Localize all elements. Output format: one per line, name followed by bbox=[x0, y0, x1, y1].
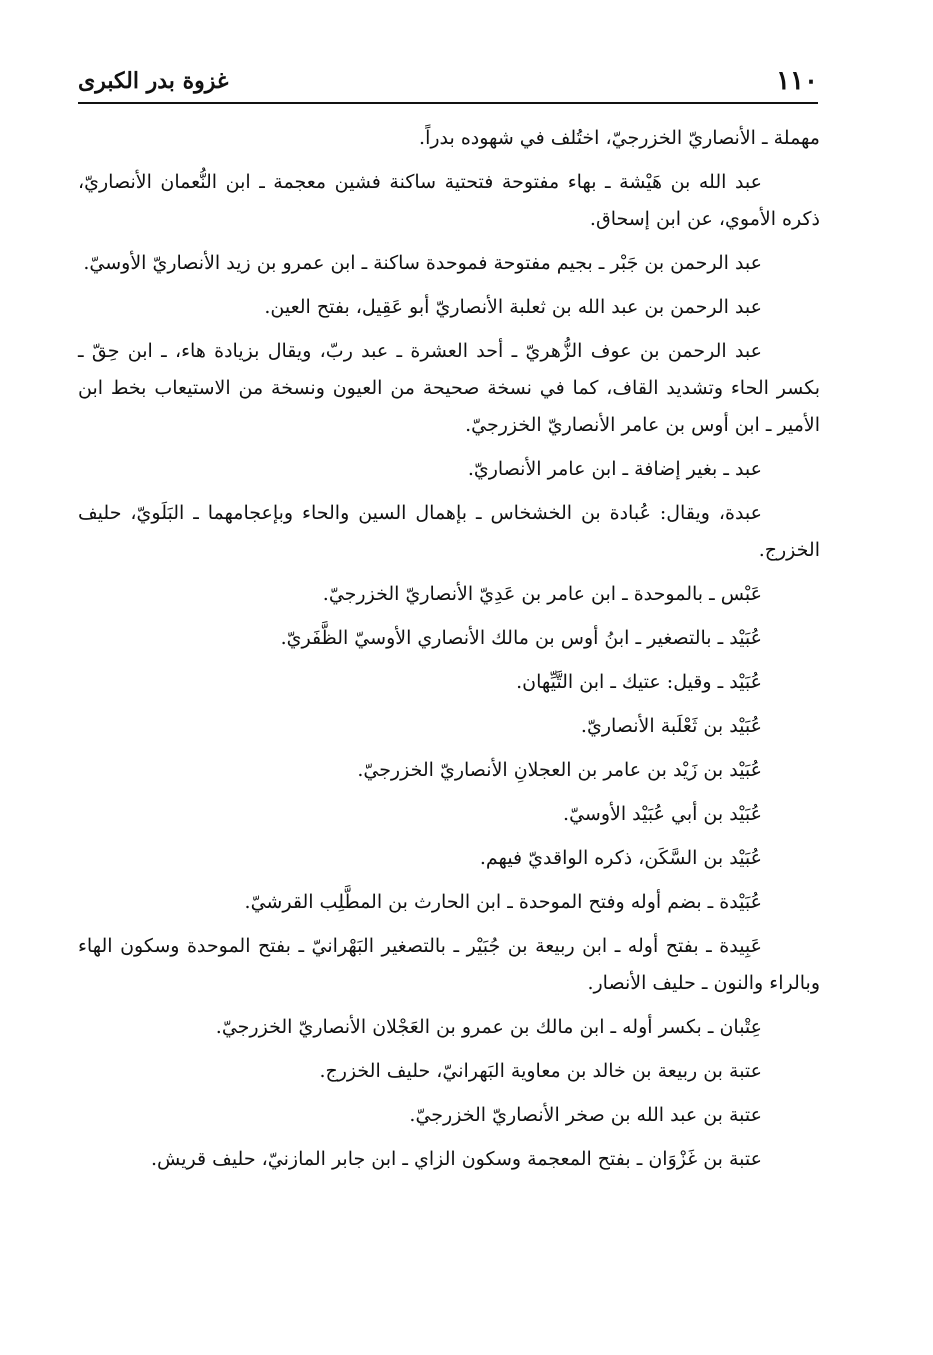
page-number: ١١٠ bbox=[776, 66, 818, 96]
entry-paragraph: عتبة بن عبد الله بن صخر الأنصاريّ الخزرجيّ. bbox=[409, 1104, 762, 1126]
header-rule bbox=[78, 102, 818, 104]
entry-paragraph: عبدة، ويقال: عُبادة بن الخشخاس ـ بإهمال السين والحاء وبإعجامهما ـ البَلَويّ، حليف الخزرج. bbox=[78, 502, 820, 561]
running-title: غزوة بدر الكبرى bbox=[78, 68, 229, 94]
entry-paragraph: عُبَيْد بن السَّكَن، ذكره الواقديّ فيهم. bbox=[479, 847, 762, 869]
entry-paragraph: عبد الرحمن بن عبد الله بن ثعلبة الأنصاريّ أبو عَقِيل، بفتح العين. bbox=[264, 296, 762, 318]
entry-paragraph: عبد الله بن هَيْشة ـ بهاء مفتوحة فتحتية ساكنة فشين معجمة ـ ابن النُّعمان الأنصاريّ، ذكره الأموي، عن ابن إسحاق. bbox=[78, 171, 820, 230]
entry-paragraph: عبد ـ بغير إضافة ـ ابن عامر الأنصاريّ. bbox=[467, 458, 762, 480]
entry-paragraph: عَبِيدة ـ بفتح أوله ـ ابن ربيعة بن جُبَيْر ـ بالتصغير البَهْرانيّ ـ بفتح الموحدة وسكون الهاء وبالراء والنون ـ حليف الأنصار. bbox=[78, 935, 820, 994]
entry-paragraph: عُبَيْد بن زَيْد بن عامر بن العجلانِ الأنصاريّ الخزرجيّ. bbox=[357, 759, 762, 781]
entry-paragraph: عبد الرحمن بن عوف الزُّهريّ ـ أحد العشرة ـ عبد ربّ، ويقال بزيادة هاء، ـ ابن حِقّ ـ بكسر الحاء وتشديد القاف، كما في نسخة صحيحة من العيون ونسخة من الاستيعاب بخط ابن الأمير ـ ابن أوس بن عامر الأنصاريّ الخزرجيّ. bbox=[78, 340, 820, 436]
entry-paragraph: عُبَيْد بن أبي عُبَيْد الأوسيّ. bbox=[563, 803, 762, 825]
entry-paragraph: عِتْبان ـ بكسر أوله ـ ابن مالك بن عمرو بن العَجْلان الأنصاريّ الخزرجيّ. bbox=[215, 1016, 762, 1038]
entry-paragraph: عَبْس ـ بالموحدة ـ ابن عامر بن عَدِيّ الأنصاريّ الخزرجيّ. bbox=[322, 583, 762, 605]
body-text bbox=[78, 120, 820, 1185]
entry-paragraph: عتبة بن غَزْوَان ـ بفتح المعجمة وسكون الزاي ـ ابن جابر المازنيّ، حليف قريش. bbox=[151, 1148, 762, 1170]
entry-paragraph: عُبَيْد ـ بالتصغير ـ ابنُ أوس بن مالك الأنصاري الأوسيّ الظَّفَريّ. bbox=[280, 627, 762, 649]
entry-paragraph: عُبَيْد بن ثَعْلَبة الأنصاريّ. bbox=[580, 715, 762, 737]
entry-paragraph: عُبَيْد ـ وقيل: عتيك ـ ابن التَّيِّهان. bbox=[516, 671, 762, 693]
page-header bbox=[78, 62, 818, 102]
entry-paragraph: عبد الرحمن بن جَبْر ـ بجيم مفتوحة فموحدة ساكنة ـ ابن عمرو بن زيد الأنصاريّ الأوسيّ. bbox=[83, 252, 762, 274]
entry-paragraph: عُبَيْدة ـ بضم أوله وفتح الموحدة ـ ابن الحارث بن المطَّلِب القرشيّ. bbox=[244, 891, 762, 913]
entry-paragraph: مهملة ـ الأنصاريّ الخزرجيّ، اختُلف في شهوده بدراً. bbox=[419, 127, 820, 149]
entry-paragraph: عتبة بن ربيعة بن خالد بن معاوية البَهرانيّ، حليف الخزرج. bbox=[319, 1060, 762, 1082]
